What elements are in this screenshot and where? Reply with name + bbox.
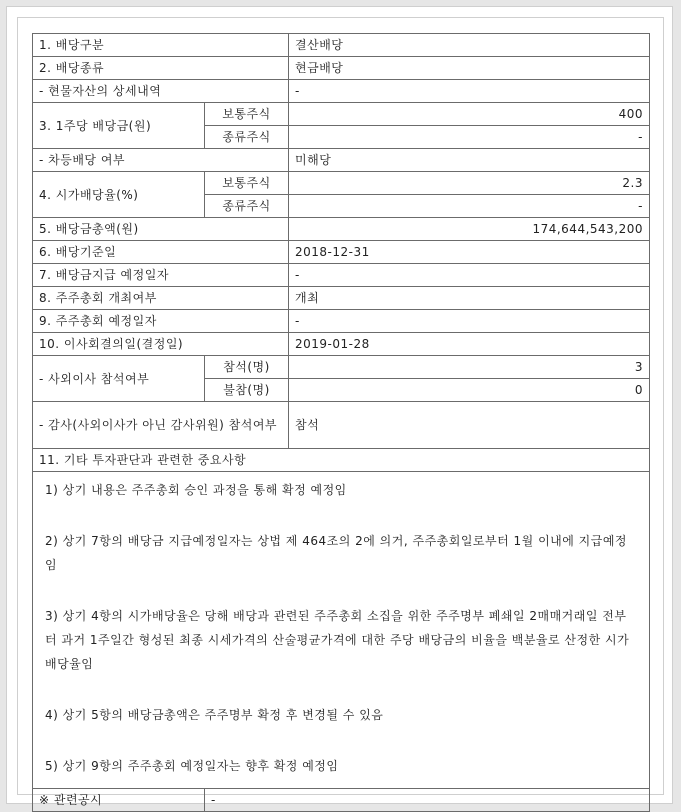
row-value: 3 <box>289 356 650 379</box>
sub-label: 불참(명) <box>205 379 289 402</box>
row-label: 3. 1주당 배당금(원) <box>33 103 205 149</box>
table-row <box>33 241 650 264</box>
table-row <box>33 333 650 356</box>
row-label: 9. 주주총회 예정일자 <box>33 310 289 333</box>
table-row <box>33 356 650 379</box>
row-label: 7. 배당금지급 예정일자 <box>33 264 289 287</box>
row-label: - 감사(사외이사가 아닌 감사위원) 참석여부 <box>33 402 289 449</box>
table-row <box>33 149 650 172</box>
table-row <box>33 472 650 789</box>
row-label: - 사외이사 참석여부 <box>33 356 205 402</box>
sub-label: 종류주식 <box>205 126 289 149</box>
table-row <box>33 80 650 103</box>
row-label: 8. 주주총회 개최여부 <box>33 287 289 310</box>
row-value: 결산배당 <box>289 34 650 57</box>
table-row <box>33 103 650 126</box>
note-item: 4) 상기 5항의 배당금총액은 주주명부 확정 후 변경될 수 있음 <box>45 708 384 722</box>
note-item: 5) 상기 9항의 주주총회 예정일자는 향후 확정 예정임 <box>45 759 339 773</box>
note-item: 1) 상기 내용은 주주총회 승인 과정을 통해 확정 예정임 <box>45 483 347 497</box>
row-value: - <box>289 310 650 333</box>
row-value: 0 <box>289 379 650 402</box>
related-disclosure-value: - <box>205 789 650 812</box>
row-value: - <box>289 195 650 218</box>
table-row <box>33 34 650 57</box>
table-row <box>33 172 650 195</box>
note-item: 3) 상기 4항의 시가배당율은 당해 배당과 관련된 주주총회 소집을 위한 주주명부 폐쇄일 2매매거래일 전부터 과거 1주일간 형성된 최종 시세가격의 산술평균가격에 대한 주당 배당금의 비율을 백분율로 산정한 시가배당율임 <box>45 609 630 671</box>
table-row <box>33 402 650 449</box>
row-value: - <box>289 126 650 149</box>
row-value: 2018-12-31 <box>289 241 650 264</box>
table-row <box>33 287 650 310</box>
row-value: 개최 <box>289 287 650 310</box>
row-label: 1. 배당구분 <box>33 34 289 57</box>
row-label: 10. 이사회결의일(결정일) <box>33 333 289 356</box>
table-row <box>33 218 650 241</box>
sub-label: 종류주식 <box>205 195 289 218</box>
row-label: 6. 배당기준일 <box>33 241 289 264</box>
row-value: 2019-01-28 <box>289 333 650 356</box>
row-value: 현금배당 <box>289 57 650 80</box>
related-disclosure-label: ※ 관련공시 <box>33 789 205 812</box>
table-row <box>33 310 650 333</box>
row-value: - <box>289 264 650 287</box>
row-label: 2. 배당종류 <box>33 57 289 80</box>
table-row <box>33 449 650 472</box>
table-row <box>33 264 650 287</box>
note-item: 2) 상기 7항의 배당금 지급예정일자는 상법 제 464조의 2에 의거, 주주총회일로부터 1월 이내에 지급예정임 <box>45 534 628 572</box>
row-value: 400 <box>289 103 650 126</box>
section-heading: 11. 기타 투자판단과 관련한 중요사항 <box>33 449 650 472</box>
row-label: - 현물자산의 상세내역 <box>33 80 289 103</box>
sub-label: 보통주식 <box>205 103 289 126</box>
table-row <box>33 789 650 812</box>
row-label: 4. 시가배당율(%) <box>33 172 205 218</box>
sub-label: 참석(명) <box>205 356 289 379</box>
dividend-disclosure-table <box>32 33 650 812</box>
row-value: 미해당 <box>289 149 650 172</box>
row-value: 2.3 <box>289 172 650 195</box>
row-label: - 차등배당 여부 <box>33 149 289 172</box>
table-row <box>33 57 650 80</box>
sub-label: 보통주식 <box>205 172 289 195</box>
row-label: 5. 배당금총액(원) <box>33 218 289 241</box>
row-value: - <box>289 80 650 103</box>
row-value: 174,644,543,200 <box>289 218 650 241</box>
notes-cell <box>33 472 650 789</box>
row-value: 참석 <box>289 402 650 449</box>
